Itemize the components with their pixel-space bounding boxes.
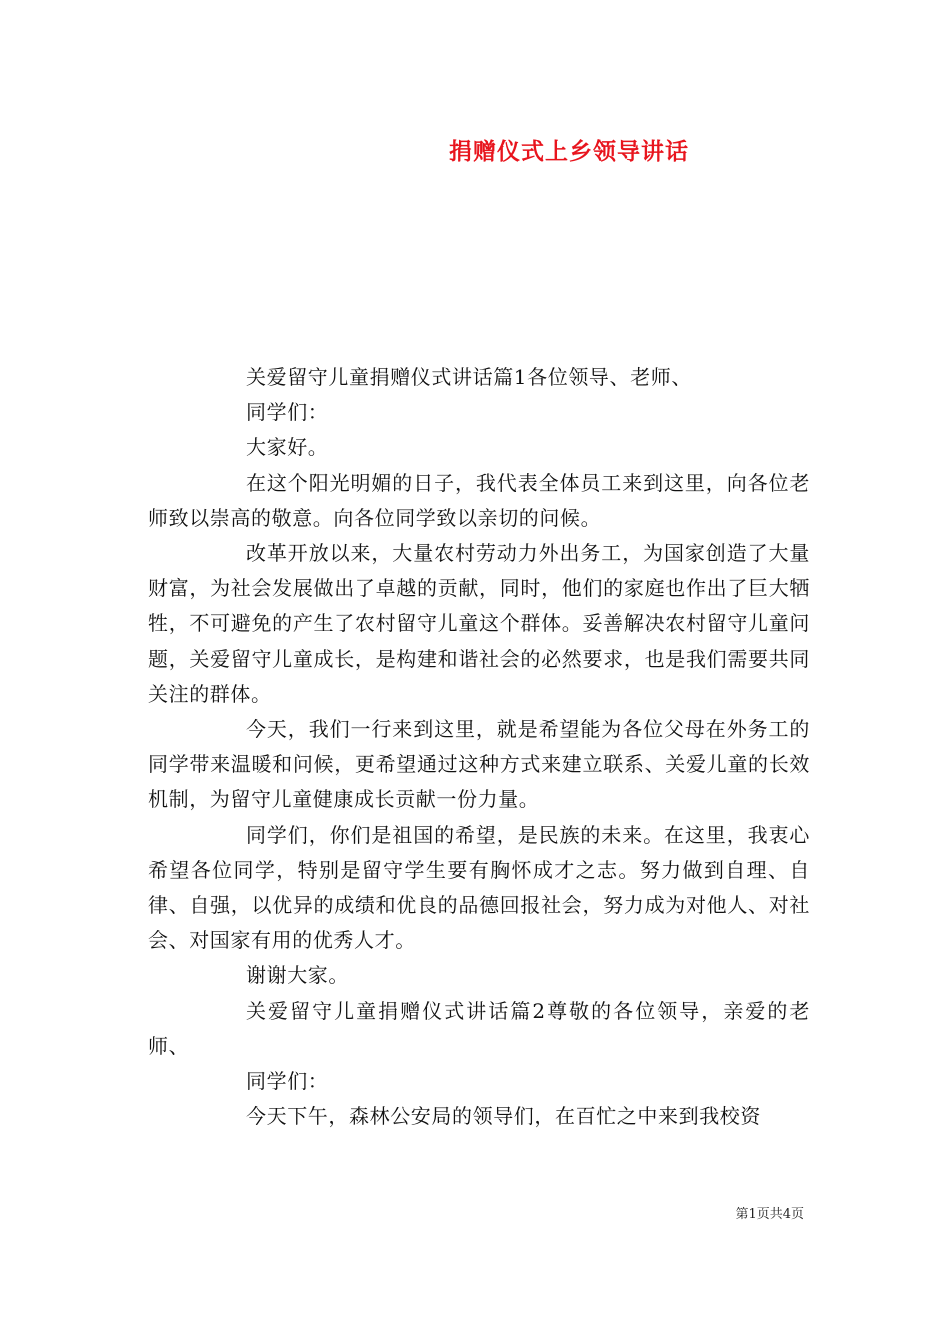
document-title: 捐赠仪式上乡领导讲话 [449, 138, 689, 165]
paragraph: 谢谢大家。 [246, 963, 349, 988]
paragraph: 在这个阳光明媚的日子，我代表全体员工来到这里，向各位老师致以崇高的敬意。向各位同学致以亲切的问候。 [148, 470, 810, 530]
paragraph: 同学们，你们是祖国的希望，是民族的未来。在这里，我衷心希望各位同学，特别是留守学生要有胸怀成才之志。努力做到自理、自律、自强，以优异的成绩和优良的品德回报社会，努力成为对他人、对社会、对国家有用的优秀人才。 [148, 822, 810, 953]
page-number: 第1页共4页 [735, 1207, 804, 1222]
paragraph: 大家好。 [246, 435, 329, 460]
paragraph: 今天，我们一行来到这里，就是希望能为各位父母在外务工的同学带来温暖和问候，更希望通过这种方式来建立联系、关爱儿童的长效机制，为留守儿童健康成长贡献一份力量。 [148, 717, 810, 812]
paragraph: 关爱留守儿童捐赠仪式讲话篇1各位领导、老师、 [246, 365, 692, 389]
paragraph: 今天下午，森林公安局的领导们，在百忙之中来到我校资 [246, 1104, 761, 1129]
paragraph: 同学们： [246, 400, 329, 425]
document-body [148, 360, 810, 1134]
paragraph: 关爱留守儿童捐赠仪式讲话篇2尊敬的各位领导，亲爱的老师、 [148, 998, 810, 1058]
paragraph: 改革开放以来，大量农村劳动力外出务工，为国家创造了大量财富，为社会发展做出了卓越的贡献，同时，他们的家庭也作出了巨大牺牲，不可避免的产生了农村留守儿童这个群体。妥善解决农村留守儿童问题，关爱留守儿童成长，是构建和谐社会的必然要求，也是我们需要共同关注的群体。 [148, 541, 810, 706]
paragraph: 同学们： [246, 1069, 329, 1094]
